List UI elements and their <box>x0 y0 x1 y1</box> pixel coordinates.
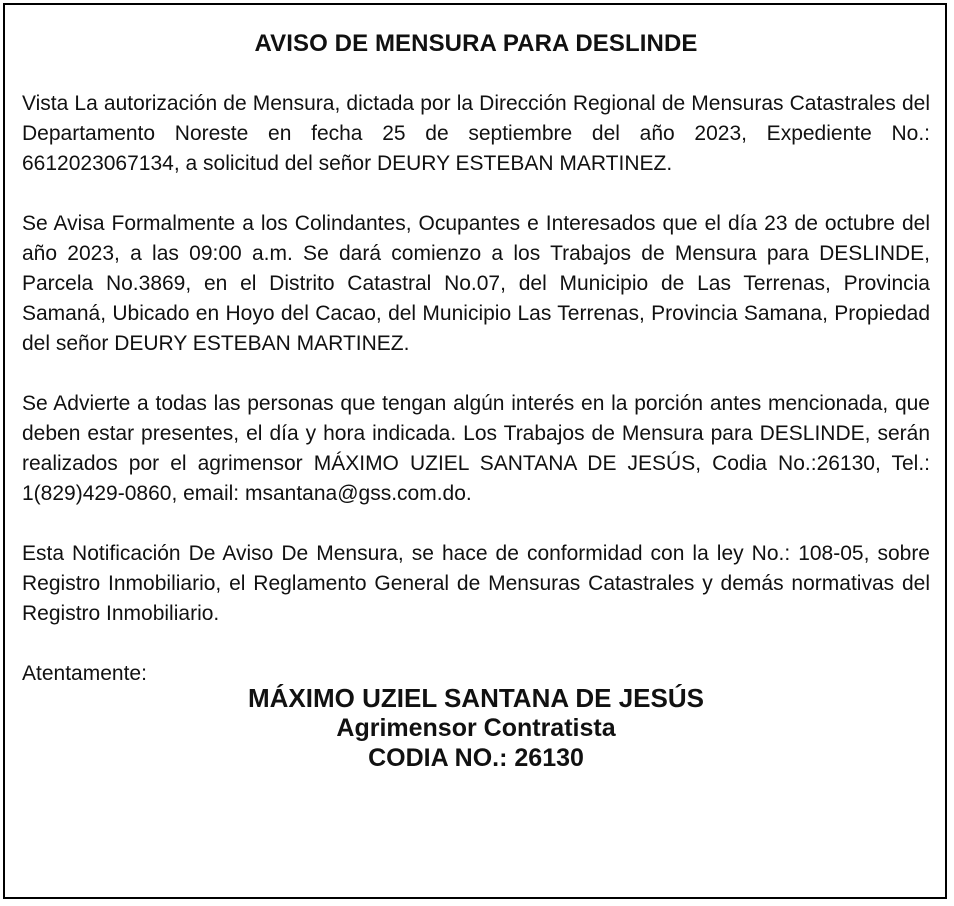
notice-title: AVISO DE MENSURA PARA DESLINDE <box>254 30 698 57</box>
signatory-codia: CODIA NO.: 26130 <box>368 744 584 772</box>
notice-frame <box>3 3 947 899</box>
legal-basis-paragraph: Esta Notificación De Aviso De Mensura, se hace de conformidad con la ley No.: 108-05, sobre Registro Inmobiliario, el Reglamento General de Mensuras Catastrales y demás normativas del Registro Inmobiliario. <box>22 542 930 625</box>
formal-notice-paragraph: Se Avisa Formalmente a los Colindantes, Ocupantes e Interesados que el día 23 de octubre del año 2023, a las 09:00 a.m. Se dará comienzo a los Trabajos de Mensura para DESLINDE, Parcela No.3869, en el Distrito Catastral No.07, del Municipio de Las Terrenas, Provincia Samaná, Ubicado en Hoyo del Cacao, del Municipio Las Terrenas, Provincia Samana, Propiedad del señor DEURY ESTEBAN MARTINEZ. <box>22 212 930 355</box>
signatory-name: MÁXIMO UZIEL SANTANA DE JESÚS <box>247 683 704 713</box>
authorization-paragraph: Vista La autorización de Mensura, dictada por la Dirección Regional de Mensuras Catastrales del Departamento Noreste en fecha 25 de septiembre del año 2023, Expediente No.: 6612023067134, a solicitud del señor DEURY ESTEBAN MARTINEZ. <box>22 92 930 175</box>
warning-paragraph: Se Advierte a todas las personas que tengan algún interés en la porción antes mencionada, que deben estar presentes, el día y hora indicada. Los Trabajos de Mensura para DESLINDE, serán realizados por el agrimensor MÁXIMO UZIEL SANTANA DE JESÚS, Codia No.:26130, Tel.: 1(829)429-0860, email: msantana@gss.com.do. <box>22 392 930 505</box>
notice-body <box>22 29 930 773</box>
signature-block <box>22 683 930 773</box>
closing-label: Atentamente: <box>22 662 147 685</box>
signatory-role: Agrimensor Contratista <box>336 714 616 742</box>
